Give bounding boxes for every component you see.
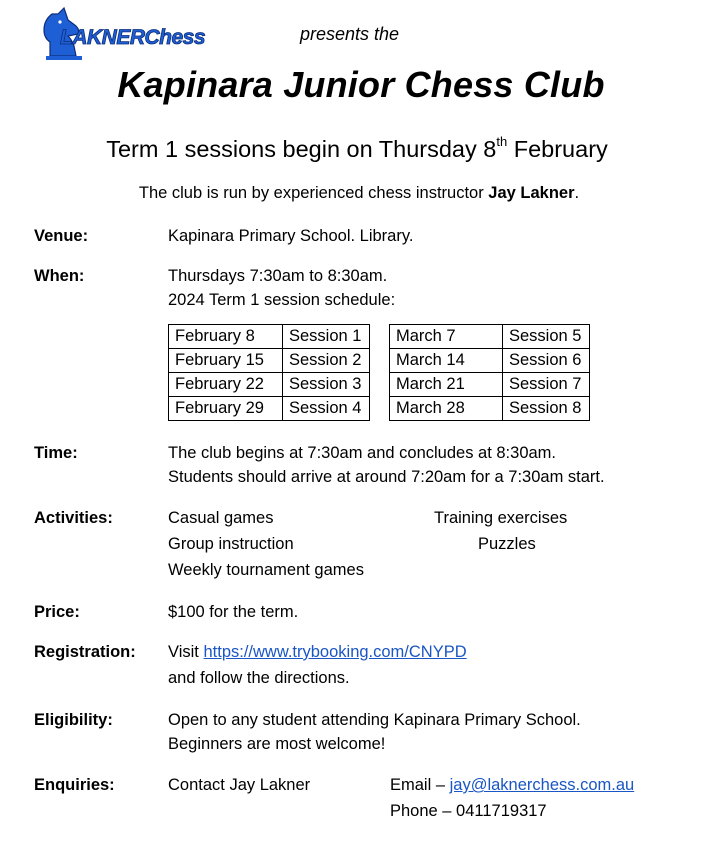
eligibility-line1: Open to any student attending Kapinara Primary School.	[168, 711, 581, 729]
schedule-session: Session 1	[283, 325, 370, 349]
table-row	[390, 397, 590, 421]
time-line1: The club begins at 7:30am and concludes at 8:30am.	[168, 444, 556, 462]
table-row	[169, 349, 370, 373]
time-label: Time:	[34, 444, 78, 462]
email-prefix: Email –	[390, 776, 450, 794]
table-row	[169, 373, 370, 397]
table-row	[390, 373, 590, 397]
table-row	[390, 325, 590, 349]
enquiries-email-line	[390, 773, 634, 797]
schedule-date: February 15	[169, 349, 283, 373]
schedule-table-february	[168, 324, 370, 421]
schedule-session: Session 6	[503, 349, 590, 373]
activity-item: Group instruction	[168, 535, 294, 553]
when-label: When:	[34, 267, 85, 285]
time-line2: Students should arrive at around 7:20am for a 7:30am start.	[168, 468, 605, 486]
schedule-session: Session 8	[503, 397, 590, 421]
schedule-date: March 28	[390, 397, 503, 421]
schedule-date: March 7	[390, 325, 503, 349]
enquiries-contact: Contact Jay Lakner	[168, 776, 311, 794]
enquiries-label: Enquiries:	[34, 776, 115, 794]
schedule-session: Session 5	[503, 325, 590, 349]
registration-prefix: Visit	[168, 643, 204, 661]
eligibility-label: Eligibility:	[34, 711, 113, 729]
email-link[interactable]: jay@laknerchess.com.au	[449, 776, 635, 794]
schedule-date: February 29	[169, 397, 283, 421]
page-title: Kapinara Junior Chess Club	[117, 64, 605, 105]
venue-value: Kapinara Primary School. Library.	[168, 227, 414, 245]
schedule-session: Session 4	[283, 397, 370, 421]
registration-link[interactable]: https://www.trybooking.com/CNYPD	[203, 643, 467, 661]
enquiries-phone: Phone – 0411719317	[390, 802, 547, 820]
when-line2: 2024 Term 1 session schedule:	[168, 291, 396, 309]
logo-text: LAKNERChess	[60, 26, 206, 49]
price-value: $100 for the term.	[168, 603, 299, 621]
schedule-session: Session 2	[283, 349, 370, 373]
schedule-table-march	[389, 324, 590, 421]
subtitle-pre: Term 1 sessions begin on Thursday 8	[106, 136, 497, 162]
subtitle-post: February	[507, 136, 608, 162]
schedule-date: March 14	[390, 349, 503, 373]
lakner-chess-logo	[36, 2, 246, 60]
registration-line2: and follow the directions.	[168, 669, 350, 687]
price-label: Price:	[34, 603, 80, 621]
schedule-session: Session 3	[283, 373, 370, 397]
eligibility-line2: Beginners are most welcome!	[168, 735, 386, 753]
activity-item: Puzzles	[478, 535, 536, 553]
table-row	[390, 349, 590, 373]
schedule-date: February 8	[169, 325, 283, 349]
table-row	[169, 397, 370, 421]
intro-pre: The club is run by experienced chess instructor	[138, 184, 489, 202]
activity-item: Training exercises	[434, 509, 568, 527]
activity-item: Casual games	[168, 509, 274, 527]
activities-label: Activities:	[34, 509, 113, 527]
subtitle-ordinal: th	[496, 134, 508, 149]
term-subtitle	[0, 136, 714, 163]
when-line1: Thursdays 7:30am to 8:30am.	[168, 267, 388, 285]
venue-label: Venue:	[34, 227, 89, 245]
instructor-name: Jay Lakner	[488, 184, 575, 202]
intro-line	[0, 184, 718, 203]
intro-post: .	[574, 184, 580, 202]
table-row	[169, 325, 370, 349]
activity-item: Weekly tournament games	[168, 561, 364, 579]
presents-text: presents the	[300, 24, 400, 44]
schedule-date: February 22	[169, 373, 283, 397]
schedule-session: Session 7	[503, 373, 590, 397]
registration-label: Registration:	[34, 643, 136, 661]
schedule-date: March 21	[390, 373, 503, 397]
registration-line1	[168, 640, 467, 664]
